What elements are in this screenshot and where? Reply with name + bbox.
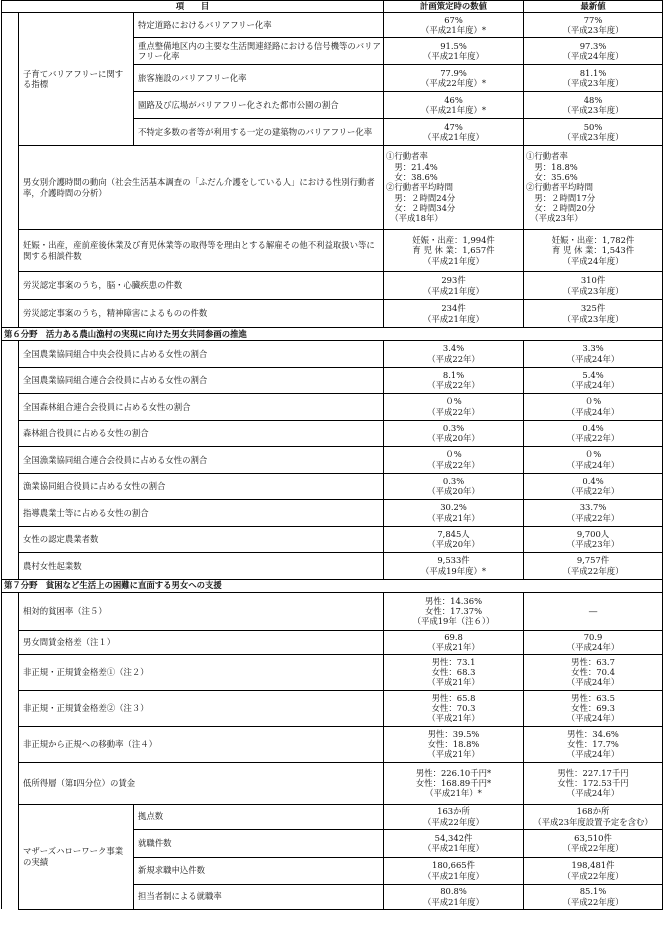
value-line: 0.3% bbox=[442, 422, 465, 433]
row-item: 全国農業協同組合連合会役員に占める女性の割合 bbox=[19, 367, 384, 394]
value-line: 77% bbox=[583, 14, 603, 25]
plan-value bbox=[384, 553, 524, 580]
value-line: 女性：18.8% bbox=[427, 738, 480, 749]
latest-value bbox=[524, 526, 663, 553]
value-line: （平成21年度） bbox=[423, 843, 484, 853]
value-line: （平成21年度） bbox=[423, 313, 484, 324]
value-line: 85.1% bbox=[579, 886, 607, 897]
plan-value bbox=[384, 592, 524, 630]
value-line: 男性：63.7 bbox=[571, 656, 615, 667]
latest-value bbox=[524, 341, 663, 368]
value-line: 46% bbox=[444, 94, 463, 105]
value-line: （平成20年） bbox=[427, 433, 480, 444]
value-line: （平成21年度） bbox=[423, 870, 484, 881]
value-line: （平成21年） bbox=[427, 642, 480, 652]
indent-cell bbox=[2, 630, 19, 654]
plan-value bbox=[384, 13, 524, 38]
value-line: （平成22年度） bbox=[423, 816, 484, 827]
value-line: 47% bbox=[444, 121, 463, 132]
value-line: 0.4% bbox=[582, 475, 604, 486]
value-line: （平成22年） bbox=[566, 433, 620, 444]
value-line: 168か所 bbox=[576, 806, 610, 817]
latest-value bbox=[524, 300, 663, 328]
table-body bbox=[2, 13, 663, 910]
row-item: 旅客施設のバリアフリー化率 bbox=[134, 65, 384, 92]
value-line: 女性：69.3 bbox=[571, 702, 615, 713]
value-line: 女性：68.3 bbox=[431, 666, 476, 677]
value-line: （平成21年度）* bbox=[420, 105, 487, 115]
group-label: マザーズハローワーク事業の実績 bbox=[19, 804, 134, 909]
indent-cell bbox=[2, 553, 19, 580]
value-line: 女：38.6% bbox=[386, 172, 438, 183]
latest-value bbox=[524, 804, 663, 829]
value-line: ②行動者平均時間 bbox=[526, 182, 594, 193]
latest-value bbox=[524, 829, 663, 857]
value-line: 男性：73.1 bbox=[431, 656, 476, 667]
value-line: 女：35.6% bbox=[526, 172, 578, 183]
section-title: 第７分野 貧困など生活上の困難に直面する男女への支援 bbox=[2, 579, 663, 592]
row-item: 労災認定事案のうち，精神障害によるものの件数 bbox=[19, 300, 384, 328]
section-row bbox=[2, 579, 663, 592]
row-item: 相対的貧困率（注５） bbox=[19, 592, 384, 630]
indent-cell bbox=[2, 726, 19, 762]
plan-value bbox=[384, 420, 524, 447]
value-line: 男性：226.10千円* bbox=[415, 767, 492, 778]
value-line: 77.9% bbox=[440, 67, 467, 78]
plan-value bbox=[384, 473, 524, 500]
value-line: ０% bbox=[445, 449, 462, 460]
row-item: 女性の認定農業者数 bbox=[19, 526, 384, 553]
latest-value bbox=[524, 230, 663, 272]
value-line: （平成21年度） bbox=[423, 132, 484, 142]
indent-cell bbox=[2, 394, 19, 421]
value-line: 163か所 bbox=[437, 806, 470, 817]
row-item: 指導農業士等に占める女性の割合 bbox=[19, 500, 384, 527]
indent-cell bbox=[2, 272, 19, 300]
latest-value bbox=[524, 762, 663, 804]
latest-value bbox=[524, 272, 663, 300]
latest-value bbox=[524, 92, 663, 119]
value-line: （平成21年度）* bbox=[420, 25, 487, 35]
latest-value bbox=[524, 500, 663, 527]
indent-cell bbox=[2, 367, 19, 394]
table-row bbox=[2, 526, 663, 553]
value-line: （平成24年） bbox=[566, 353, 620, 364]
table-row bbox=[2, 447, 663, 474]
value-line: （平成19年度）* bbox=[420, 565, 487, 576]
table-row bbox=[2, 13, 663, 38]
table-row bbox=[2, 726, 663, 762]
latest-value bbox=[524, 592, 663, 630]
value-line: 5.4% bbox=[582, 369, 604, 380]
value-line: 9,533件 bbox=[437, 555, 470, 566]
value-line: 30.2% bbox=[440, 502, 467, 513]
latest-value bbox=[524, 394, 663, 421]
plan-value bbox=[384, 146, 524, 230]
indent-cell bbox=[2, 447, 19, 474]
value-line: （平成22年） bbox=[427, 459, 480, 470]
plan-value bbox=[384, 272, 524, 300]
header-row bbox=[2, 1, 663, 13]
value-line: （平成21年度） bbox=[423, 255, 484, 266]
table-row bbox=[2, 630, 663, 654]
value-line: 97.3% bbox=[579, 40, 607, 51]
value-line: （平成22年度） bbox=[562, 896, 624, 907]
plan-value bbox=[384, 857, 524, 884]
value-line: （平成24年） bbox=[566, 749, 620, 760]
row-item: 重点整備地区内の主要な生活関連経路における信号機等のバリアフリー化率 bbox=[134, 38, 384, 65]
value-line: 54,342件 bbox=[434, 832, 473, 843]
latest-value bbox=[524, 367, 663, 394]
header-latest: 最新値 bbox=[524, 1, 663, 13]
row-item: 妊娠・出産，産前産後休業及び育児休業等の取得等を理由とする解雇その他不利益取扱い等に関する相談件数 bbox=[19, 230, 384, 272]
row-item: 全国農業協同組合中央会役員に占める女性の割合 bbox=[19, 341, 384, 368]
value-line: ０% bbox=[445, 396, 462, 407]
value-line: （平成22年度） bbox=[562, 565, 624, 576]
latest-value bbox=[524, 654, 663, 690]
plan-value bbox=[384, 726, 524, 762]
indent-cell bbox=[2, 13, 19, 146]
row-item: 全国漁業協同組合連合会役員に占める女性の割合 bbox=[19, 447, 384, 474]
value-line: （平成22年度） bbox=[562, 843, 624, 853]
value-line: 女：２時間20分 bbox=[526, 202, 596, 213]
value-line: （平成23年度） bbox=[562, 78, 624, 88]
value-line: （平成23年度） bbox=[562, 313, 624, 324]
value-line: ― bbox=[588, 605, 598, 616]
row-item: 非正規・正規賃金格差②（注３） bbox=[19, 690, 384, 726]
value-line: （平成22年） bbox=[427, 353, 480, 364]
value-line: 女性：70.4 bbox=[571, 666, 615, 677]
plan-value bbox=[384, 92, 524, 119]
value-line: （平成21年） bbox=[427, 512, 480, 523]
value-line: （平成23年度設置予定を含む） bbox=[533, 816, 653, 827]
plan-value bbox=[384, 500, 524, 527]
value-line: 8.1% bbox=[442, 369, 465, 380]
value-line: 63,510件 bbox=[574, 832, 612, 843]
table-row bbox=[2, 420, 663, 447]
indent-cell bbox=[2, 690, 19, 726]
value-line: 9,757件 bbox=[576, 555, 610, 566]
value-line: 48% bbox=[583, 94, 603, 105]
value-line: （平成22年） bbox=[566, 512, 620, 523]
value-line: （平成23年度） bbox=[562, 132, 624, 142]
plan-value bbox=[384, 884, 524, 909]
value-line: （平成24年） bbox=[566, 642, 620, 652]
plan-value bbox=[384, 341, 524, 368]
row-item: 特定道路におけるバリアフリー化率 bbox=[134, 13, 384, 38]
value-line: 男：２時間17分 bbox=[526, 192, 596, 203]
value-line: ①行動者率 bbox=[386, 151, 428, 162]
value-line: 3.3% bbox=[582, 343, 604, 354]
value-line: 3.4% bbox=[442, 343, 465, 354]
row-item: 非正規・正規賃金格差①（注２） bbox=[19, 654, 384, 690]
row-item: 非正規から正規への移動率（注４） bbox=[19, 726, 384, 762]
indent-cell bbox=[2, 500, 19, 527]
row-item: 全国森林組合連合会役員に占める女性の割合 bbox=[19, 394, 384, 421]
value-line: 198,481件 bbox=[571, 860, 615, 871]
value-line: 180,665件 bbox=[432, 860, 476, 871]
latest-value bbox=[524, 473, 663, 500]
plan-value bbox=[384, 447, 524, 474]
plan-value bbox=[384, 804, 524, 829]
value-line: （平成21年度） bbox=[423, 896, 484, 907]
value-line: 男性：34.6% bbox=[567, 728, 619, 739]
latest-value bbox=[524, 146, 663, 230]
value-line: （平成23年度） bbox=[562, 285, 624, 296]
value-line: （平成22年） bbox=[566, 486, 620, 497]
value-line: （平成23年） bbox=[566, 539, 620, 550]
table-row bbox=[2, 553, 663, 580]
value-line: 女性：17.7% bbox=[567, 738, 619, 749]
latest-value bbox=[524, 690, 663, 726]
table-row bbox=[2, 146, 663, 230]
value-line: 育 児 休 業：1,657件 bbox=[412, 245, 495, 256]
value-line: （平成22年度）* bbox=[420, 78, 487, 88]
value-line: 女：２時間34分 bbox=[386, 202, 456, 213]
indent-cell bbox=[2, 230, 19, 272]
value-line: （平成21年） bbox=[427, 677, 480, 688]
value-line: （平成24年） bbox=[566, 713, 620, 724]
group-label: 子育てバリアフリーに関する指標 bbox=[19, 13, 134, 146]
latest-value bbox=[524, 38, 663, 65]
table-row bbox=[2, 592, 663, 630]
value-line: 67% bbox=[444, 14, 463, 25]
value-line: 男：18.8% bbox=[526, 161, 578, 172]
table-row bbox=[2, 300, 663, 328]
value-line: （平成23年度） bbox=[562, 105, 624, 115]
value-line: 7,845人 bbox=[437, 528, 470, 539]
value-line: 妊娠・出産：1,994件 bbox=[412, 235, 495, 246]
value-line: （平成20年） bbox=[427, 539, 480, 550]
plan-value bbox=[384, 762, 524, 804]
value-line: 男：２時間24分 bbox=[386, 192, 456, 203]
value-line: （平成21年） bbox=[427, 713, 480, 724]
row-item: 森林組合役員に占める女性の割合 bbox=[19, 420, 384, 447]
value-line: ②行動者平均時間 bbox=[386, 182, 454, 193]
value-line: 325件 bbox=[580, 303, 606, 314]
latest-value bbox=[524, 553, 663, 580]
row-item: 就職件数 bbox=[134, 829, 384, 857]
value-line: （平成22年） bbox=[427, 406, 480, 417]
indicator-table bbox=[1, 0, 663, 910]
value-line: （平成23年） bbox=[526, 213, 583, 224]
plan-value bbox=[384, 38, 524, 65]
latest-value bbox=[524, 65, 663, 92]
plan-value bbox=[384, 367, 524, 394]
table-row bbox=[2, 804, 663, 829]
value-line: 293件 bbox=[441, 275, 466, 286]
row-item: 不特定多数の者等が利用する一定の建築物のバリアフリー化率 bbox=[134, 119, 384, 146]
value-line: （平成24年度） bbox=[562, 255, 624, 266]
value-line: 33.7% bbox=[579, 502, 607, 513]
value-line: ①行動者率 bbox=[526, 151, 568, 162]
indent-cell bbox=[2, 762, 19, 804]
value-line: 91.5% bbox=[440, 40, 467, 51]
table-row bbox=[2, 394, 663, 421]
value-line: （平成21年度） bbox=[423, 285, 484, 296]
plan-value bbox=[384, 690, 524, 726]
indent-cell bbox=[2, 526, 19, 553]
table-row bbox=[2, 272, 663, 300]
value-line: （平成24年） bbox=[566, 459, 620, 470]
row-item: 低所得層（第Ⅰ四分位）の賃金 bbox=[19, 762, 384, 804]
value-line: 310件 bbox=[580, 275, 606, 286]
value-line: ０% bbox=[584, 396, 602, 407]
value-line: 男：21.4% bbox=[386, 161, 438, 172]
value-line: （平成23年度） bbox=[562, 25, 624, 35]
header-item: 項 目 bbox=[2, 1, 384, 13]
value-line: （平成22年） bbox=[427, 380, 480, 391]
row-item: 男女別介護時間の動向（社会生活基本調査の「ふだん介護をしている人」における性別行動者率，介護時間の分析） bbox=[19, 146, 384, 230]
table-row bbox=[2, 762, 663, 804]
indent-cell bbox=[2, 420, 19, 447]
table-row bbox=[2, 654, 663, 690]
latest-value bbox=[524, 630, 663, 654]
value-line: 0.4% bbox=[582, 422, 604, 433]
value-line: 女性：172.53千円 bbox=[557, 777, 629, 788]
table-row bbox=[2, 473, 663, 500]
indent-cell bbox=[2, 592, 19, 630]
plan-value bbox=[384, 300, 524, 328]
value-line: （平成24年） bbox=[566, 677, 620, 688]
latest-value bbox=[524, 447, 663, 474]
value-line: （平成18年） bbox=[386, 213, 443, 224]
table-row bbox=[2, 341, 663, 368]
header-plan: 計画策定時の数値 bbox=[384, 1, 524, 13]
latest-value bbox=[524, 726, 663, 762]
section-title: 第６分野 活力ある農山漁村の実現に向けた男女共同参画の推進 bbox=[2, 328, 663, 341]
value-line: （平成22年度） bbox=[562, 870, 624, 881]
value-line: （平成24年） bbox=[566, 406, 620, 417]
value-line: （平成20年） bbox=[427, 486, 480, 497]
table-row bbox=[2, 500, 663, 527]
indent-cell bbox=[2, 804, 19, 909]
value-line: （平成24年） bbox=[566, 788, 620, 799]
indent-cell bbox=[2, 654, 19, 690]
row-item: 園路及び広場がバリアフリー化された都市公園の割合 bbox=[134, 92, 384, 119]
value-line: 0.3% bbox=[442, 475, 465, 486]
row-item: 拠点数 bbox=[134, 804, 384, 829]
value-line: 育 児 休 業：1,543件 bbox=[551, 245, 635, 256]
plan-value bbox=[384, 394, 524, 421]
value-line: 妊娠・出産：1,782件 bbox=[551, 235, 635, 246]
plan-value bbox=[384, 65, 524, 92]
value-line: 女性：168.89千円* bbox=[415, 777, 492, 788]
value-line: （平成24年） bbox=[566, 380, 620, 391]
value-line: （平成19年（注６）） bbox=[412, 616, 495, 627]
table-row bbox=[2, 230, 663, 272]
value-line: ０% bbox=[584, 449, 602, 460]
value-line: 女性：70.3 bbox=[431, 702, 476, 713]
value-line: （平成21年度） bbox=[423, 51, 484, 61]
row-item: 担当者制による就職率 bbox=[134, 884, 384, 909]
table-row bbox=[2, 367, 663, 394]
value-line: 男性：14.36% bbox=[424, 595, 483, 606]
value-line: 80.8% bbox=[440, 886, 467, 897]
value-line: 69.8 bbox=[444, 631, 463, 642]
plan-value bbox=[384, 829, 524, 857]
value-line: 70.9 bbox=[583, 631, 603, 642]
value-line: （平成21年） bbox=[427, 749, 480, 760]
plan-value bbox=[384, 654, 524, 690]
plan-value bbox=[384, 526, 524, 553]
value-line: 50% bbox=[583, 121, 603, 132]
latest-value bbox=[524, 857, 663, 884]
latest-value bbox=[524, 884, 663, 909]
indent-cell bbox=[2, 146, 19, 230]
value-line: （平成21年）* bbox=[425, 788, 482, 799]
indent-cell bbox=[2, 473, 19, 500]
value-line: 男性：65.8 bbox=[431, 692, 476, 703]
value-line: 男性：39.5% bbox=[427, 728, 480, 739]
plan-value bbox=[384, 230, 524, 272]
row-item: 農村女性起業数 bbox=[19, 553, 384, 580]
row-item: 労災認定事案のうち，脳・心臓疾患の件数 bbox=[19, 272, 384, 300]
value-line: 9,700人 bbox=[576, 528, 610, 539]
section-row bbox=[2, 328, 663, 341]
table-row bbox=[2, 690, 663, 726]
row-item: 男女間賃金格差（注１） bbox=[19, 630, 384, 654]
value-line: 男性：63.5 bbox=[571, 692, 615, 703]
indent-cell bbox=[2, 341, 19, 368]
value-line: 234件 bbox=[441, 303, 466, 314]
value-line: 女性：17.37% bbox=[424, 605, 483, 616]
value-line: （平成24年度） bbox=[562, 51, 624, 61]
latest-value bbox=[524, 119, 663, 146]
latest-value bbox=[524, 420, 663, 447]
indent-cell bbox=[2, 300, 19, 328]
value-line: 81.1% bbox=[579, 67, 607, 78]
value-line: 男性：227.17千円 bbox=[557, 767, 629, 778]
plan-value bbox=[384, 119, 524, 146]
row-item: 漁業協同組合役員に占める女性の割合 bbox=[19, 473, 384, 500]
latest-value bbox=[524, 13, 663, 38]
row-item: 新規求職申込件数 bbox=[134, 857, 384, 884]
plan-value bbox=[384, 630, 524, 654]
